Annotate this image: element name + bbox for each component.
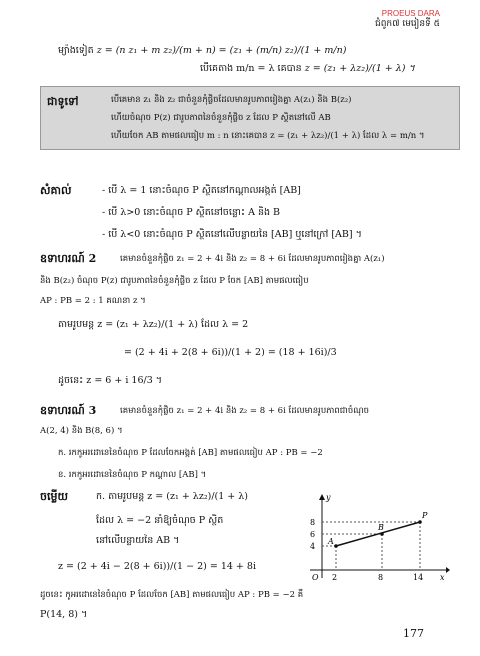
remark-3: - បើ λ<0 នោះចំណុច P ស្ថិតនៅលើបន្លាយនៃ [AB] ឬនៅក្រៅ [AB] ។ <box>102 229 362 240</box>
example2-sol-1: តាមរូបមន្ត z = (z₁ + λz₂)/(1 + λ) ដែល λ = 2 <box>58 319 249 330</box>
y-tick-8: 8 <box>310 518 316 527</box>
remark-1: - បើ λ = 1 នោះចំណុច P ស្ថិតនៅកណ្តាលអង្កត់ [AB] <box>102 185 301 196</box>
intro-line <box>58 44 346 58</box>
example2-sol-3: ដូចនេះ z = 6 + i 16/3 ។ <box>58 375 163 386</box>
answer-line-4: z = (2 + 4i − 2(8 + 6i))/(1 − 2) = 14 + 8i <box>58 561 256 572</box>
x-axis-arrow <box>446 567 450 573</box>
brand: PROEUS DARA <box>381 9 440 18</box>
intro-eq2: z = (z₁ + λz₂)/(1 + λ) ។ <box>304 63 415 74</box>
example3-label: ឧទាហរណ៍ 3 <box>40 404 97 417</box>
point-P-marker <box>418 520 422 524</box>
y-axis-arrow <box>319 494 325 500</box>
summary-line-2: ហើយចំណុច P(z) ជារូបភាពនៃចំនួនកុំផ្លិច z ដែល P ស្ថិតនៅលើ AB <box>111 113 331 123</box>
page-number: 177 <box>403 627 424 640</box>
example3-line-1: គេមានចំនួនកុំផ្លិច z₁ = 2 + 4i និង z₂ = 8 + 6i ដែលមានរូបភាពជាចំណុច <box>120 406 370 416</box>
example2-sol-2: = (2 + 4i + 2(8 + 6i))/(1 + 2) = (18 + 16i)/3 <box>124 347 337 358</box>
point-A-label: A <box>328 537 334 546</box>
remarks-label: សំគាល់ <box>40 184 72 197</box>
example3-question-a: ក. រកកូអរដោនេនៃចំណុច P ដែលចែកអង្កត់ [AB] តាមផលធៀប AP : PB = −2 <box>58 448 323 458</box>
intro-prefix: ម្យ៉ាងទៀត <box>58 45 94 56</box>
remark-2: - បើ λ>0 នោះចំណុច P ស្ថិតនៅចន្លោះ A និង B <box>102 207 281 218</box>
x-axis-label: x <box>440 573 445 580</box>
y-tick-6: 6 <box>310 530 316 539</box>
answer-line-1: ក. តាមរូបមន្ត z = (z₁ + λz₂)/(1 + λ) <box>96 491 249 502</box>
answer-line-5: ដូចនេះ កូអរដោនេនៃចំណុច P ដែលចែក [AB] តាមផលធៀប AP : PB = −2 គឺ <box>40 590 304 600</box>
example2-line-3: AP : PB = 2 : 1 គណនា z ។ <box>40 296 146 306</box>
y-axis-label: y <box>326 493 331 502</box>
chapter-title: ជំពូក៧ មេរៀនទី ៥ <box>374 19 440 29</box>
answer-label: ចម្លើយ <box>40 490 68 503</box>
summary-label: ជាទូទៅ <box>47 95 79 108</box>
answer-line-6: P(14, 8) ។ <box>40 609 88 620</box>
example2-line-1: គេមានចំនួនកុំផ្លិច z₁ = 2 + 4i និង z₂ = 8 + 6i ដែលមានរូបភាពរៀងគ្នា A(z₁) <box>120 254 385 264</box>
y-tick-4: 4 <box>310 542 316 551</box>
example3-line-2: A(2, 4) និង B(8, 6) ។ <box>40 426 123 436</box>
answer-line-3: នៅលើបន្លាយនៃ AB ។ <box>96 535 180 546</box>
example2-label: ឧទាហរណ៍ 2 <box>40 252 97 265</box>
point-B-label: B <box>378 523 384 532</box>
intro-line-2 <box>200 62 415 76</box>
point-A-marker <box>334 544 338 548</box>
intro-eq1: z = (n z₁ + m z₂)/(m + n) = (z₁ + (m/n) z₂)/(1 + m/n) <box>96 45 347 56</box>
intro-middle: បើគេតាង m/n = λ គេបាន <box>200 63 302 74</box>
x-tick-14: 14 <box>413 573 424 580</box>
example2-line-2: និង B(z₂) ចំណុច P(z) ជារូបភាពនៃចំនួនកុំផ្លិច z ដែល P ចែក [AB] តាមផលធៀប <box>40 276 309 286</box>
origin-label: O <box>312 573 319 580</box>
answer-line-2: ដែល λ = −2 នាំឱ្យចំណុច P ស្ថិត <box>96 515 224 526</box>
x-tick-2: 2 <box>332 573 338 580</box>
point-B-marker <box>380 532 384 536</box>
summary-line-3: ហើយចែក AB តាមផលធៀប m : n នោះគេបាន z = (z₁ + λz₂)/(1 + λ) ដែល λ = m/n ។ <box>111 131 425 141</box>
point-P-label: P <box>422 511 428 520</box>
summary-box <box>40 86 460 150</box>
coordinate-graph <box>300 492 450 580</box>
page-header <box>375 8 440 30</box>
x-tick-8: 8 <box>378 573 384 580</box>
summary-line-1: បើគេមាន z₁ និង z₂ ជាចំនួនកុំផ្លិចដែលមានរូបភាពរៀងគ្នា A(z₁) និង B(z₂) <box>111 95 352 105</box>
example3-question-b: ខ. រកកូអរដោនេនៃចំណុច P កណ្តាល [AB] ។ <box>58 470 207 480</box>
